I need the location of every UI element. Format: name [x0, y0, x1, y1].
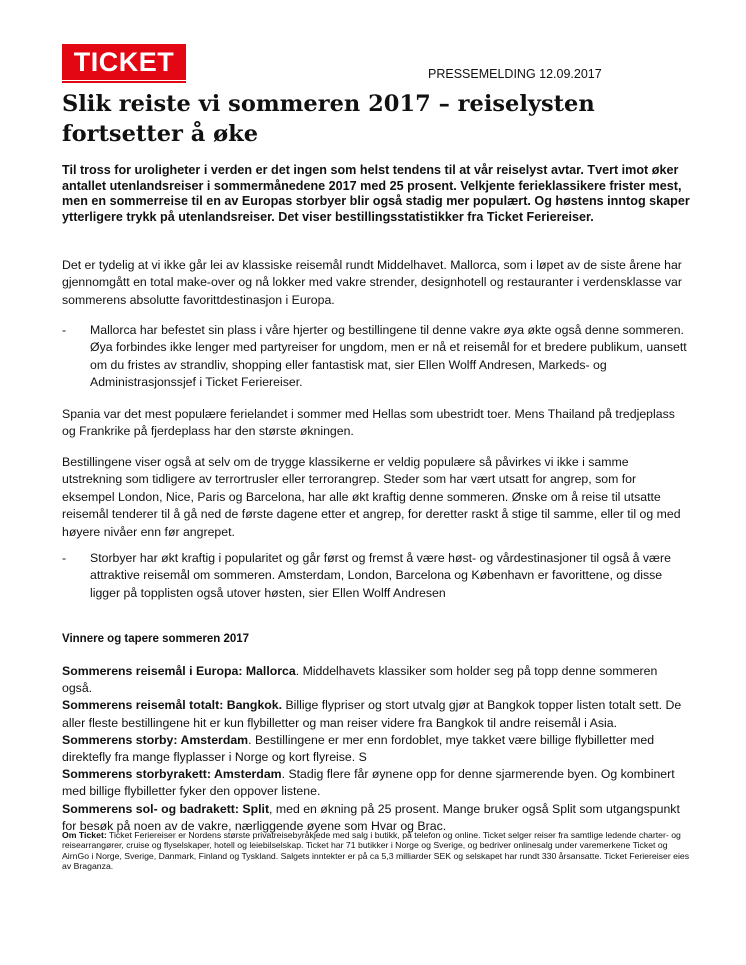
paragraph-mallorca-intro: Det er tydelig at vi ikke går lei av klassiske reisemål rundt Middelhavet. Mallorca, som i løpet av de siste årene har gjennomgått en total make-over og nå lokker med vakre strender, designhotell og restauranter i verdensklasse var sommerens absolutte favorittdestinasjon i Europa. — [62, 258, 682, 307]
bullet-dash: - — [62, 323, 67, 337]
quote-cities — [62, 550, 690, 602]
bullet-dash: - — [62, 551, 67, 565]
paragraph-spain: Spania var det mest populære ferielandet i sommer med Hellas som ubestridt toer. Mens Thailand på tredjeplass og Frankrike på fjerdeplass har den største økningen. — [62, 407, 675, 439]
page-title: Slik reiste vi sommeren 2017 – reiselysten fortsetter å øke — [62, 91, 595, 147]
quote-mallorca-text: Mallorca har befestet sin plass i våre hjerter og bestillingene til denne vakre øya økte også denne sommeren. Øya forbindes ikke lenger med partyreiser for ungdom, men er nå et reisemål for et bredere publikum, uansett om du fristes av strandliv, shopping eller fantastisk mat, sier Ellen Wolff Andresen, Markeds- og Administrasjonssjef i Ticket Feriereiser. — [90, 323, 687, 390]
winners-list — [62, 663, 690, 835]
logo-text: TICKET — [73, 47, 175, 77]
winner-item — [62, 663, 690, 697]
about-ticket — [62, 830, 690, 872]
winner-text: . Bestillingene er mer enn fordoblet, mye takket være billige flybilletter med direktefly fra mange flyplasser i Norge og kort flyreise. S — [62, 732, 655, 765]
quote-mallorca — [62, 322, 690, 392]
quote-cities-text: Storbyer har økt kraftig i popularitet og går først og fremst å være høst- og vårdestinasjoner til også å være attraktive reisemål om sommeren. Amsterdam, London, Barcelona og København er favorittene, og disse ligger på topplisten også utover høsten, sier Ellen Wolff Andresen — [90, 551, 671, 600]
winner-item — [62, 766, 690, 800]
winner-text: . Stadig flere får øynene opp for denne sjarmerende byen. Og kombinert med billige flybilletter fyker den oppover listene. — [62, 767, 675, 799]
winners-heading: Vinnere og tapere sommeren 2017 — [62, 633, 250, 645]
logo-underline — [62, 81, 186, 83]
about-text: Ticket Feriereiser er Nordens største privatreisebyråkjede med salg i butikk, på telefon og online. Ticket selger reiser fra samtlige ledende charter- og reisearrangører, cruise og flyselskaper, hotell og leiebilselskap. Ticket har 71 butikker i Norge og Sverige, og bedriver onlinesalg under varemerkene Ticket og AirnGo i Norge, Sverige, Danmark, Finland og Tyskland. Salgets inntekter er på ca 5,3 milliarder SEK og selskapet har rundt 330 årsansatte. Ticket Feriereiser eies av Braganza. — [62, 830, 690, 872]
winner-label: Sommerens reisemål totalt: Bangkok. — [62, 698, 283, 713]
winner-label: Sommerens storby: Amsterdam — [62, 732, 249, 747]
winner-label: Sommerens sol- og badrakett: Split — [62, 801, 270, 816]
winner-item — [62, 732, 690, 766]
ticket-logo — [62, 44, 186, 84]
lead-paragraph: Til tross for uroligheter i verden er det ingen som helst tendens til at vår reiselyst avtar. Tvert imot øker antallet utenlandsreiser i sommermånedene 2017 med 25 prosent. Velkjente ferieklassikere frister mest, men en sommerreise til en av Europas storbyer blir også stadig mer populært. Og høstens inntog skaper ytterligere trykk på utenlandsreiser. Det viser bestillingsstatistikker fra Ticket Feriereiser. — [62, 163, 690, 224]
logo-box — [62, 44, 186, 80]
paragraph-bookings: Bestillingene viser også at selv om de trygge klassikerne er veldig populære så påvirkes vi ikke i samme utstrekning som tidligere av terrortrusler eller terrorangrep. Steder som har vært utsatt for angrep, som for eksempel London, Nice, Paris og Barcelona, har alle økt kraftig denne sommeren. Ønske om å reise til utsatte reisemål tenderer til å gå ned de første dagene etter et angrep, for deretter raskt å stige til samme, eller til og med høyere nivåer enn før angrepet. — [62, 455, 681, 539]
winner-text: , med en økning på 25 prosent. Mange bruker også Split som utgangspunkt for besøk på noen av de vakre, nærliggende øyene som Hvar og Brac. — [62, 801, 680, 833]
press-release-date: PRESSEMELDING 12.09.2017 — [428, 67, 602, 81]
winner-text: Billige flypriser og stort utvalg gjør at Bangkok topper listen totalt sett. De aller fleste bestillingene hit er kun flybilletter og man reiser videre fra Bangkok til andre reisemål i Asia. — [62, 698, 682, 730]
winner-item — [62, 697, 690, 731]
winner-label: Sommerens storbyrakett: Amsterdam — [62, 767, 282, 782]
winner-text: . Middelhavets klassiker som holder seg på topp denne sommeren også. — [62, 664, 658, 696]
winner-label: Sommerens reisemål i Europa: Mallorca — [62, 664, 296, 678]
about-label: Om Ticket: — [62, 830, 107, 840]
